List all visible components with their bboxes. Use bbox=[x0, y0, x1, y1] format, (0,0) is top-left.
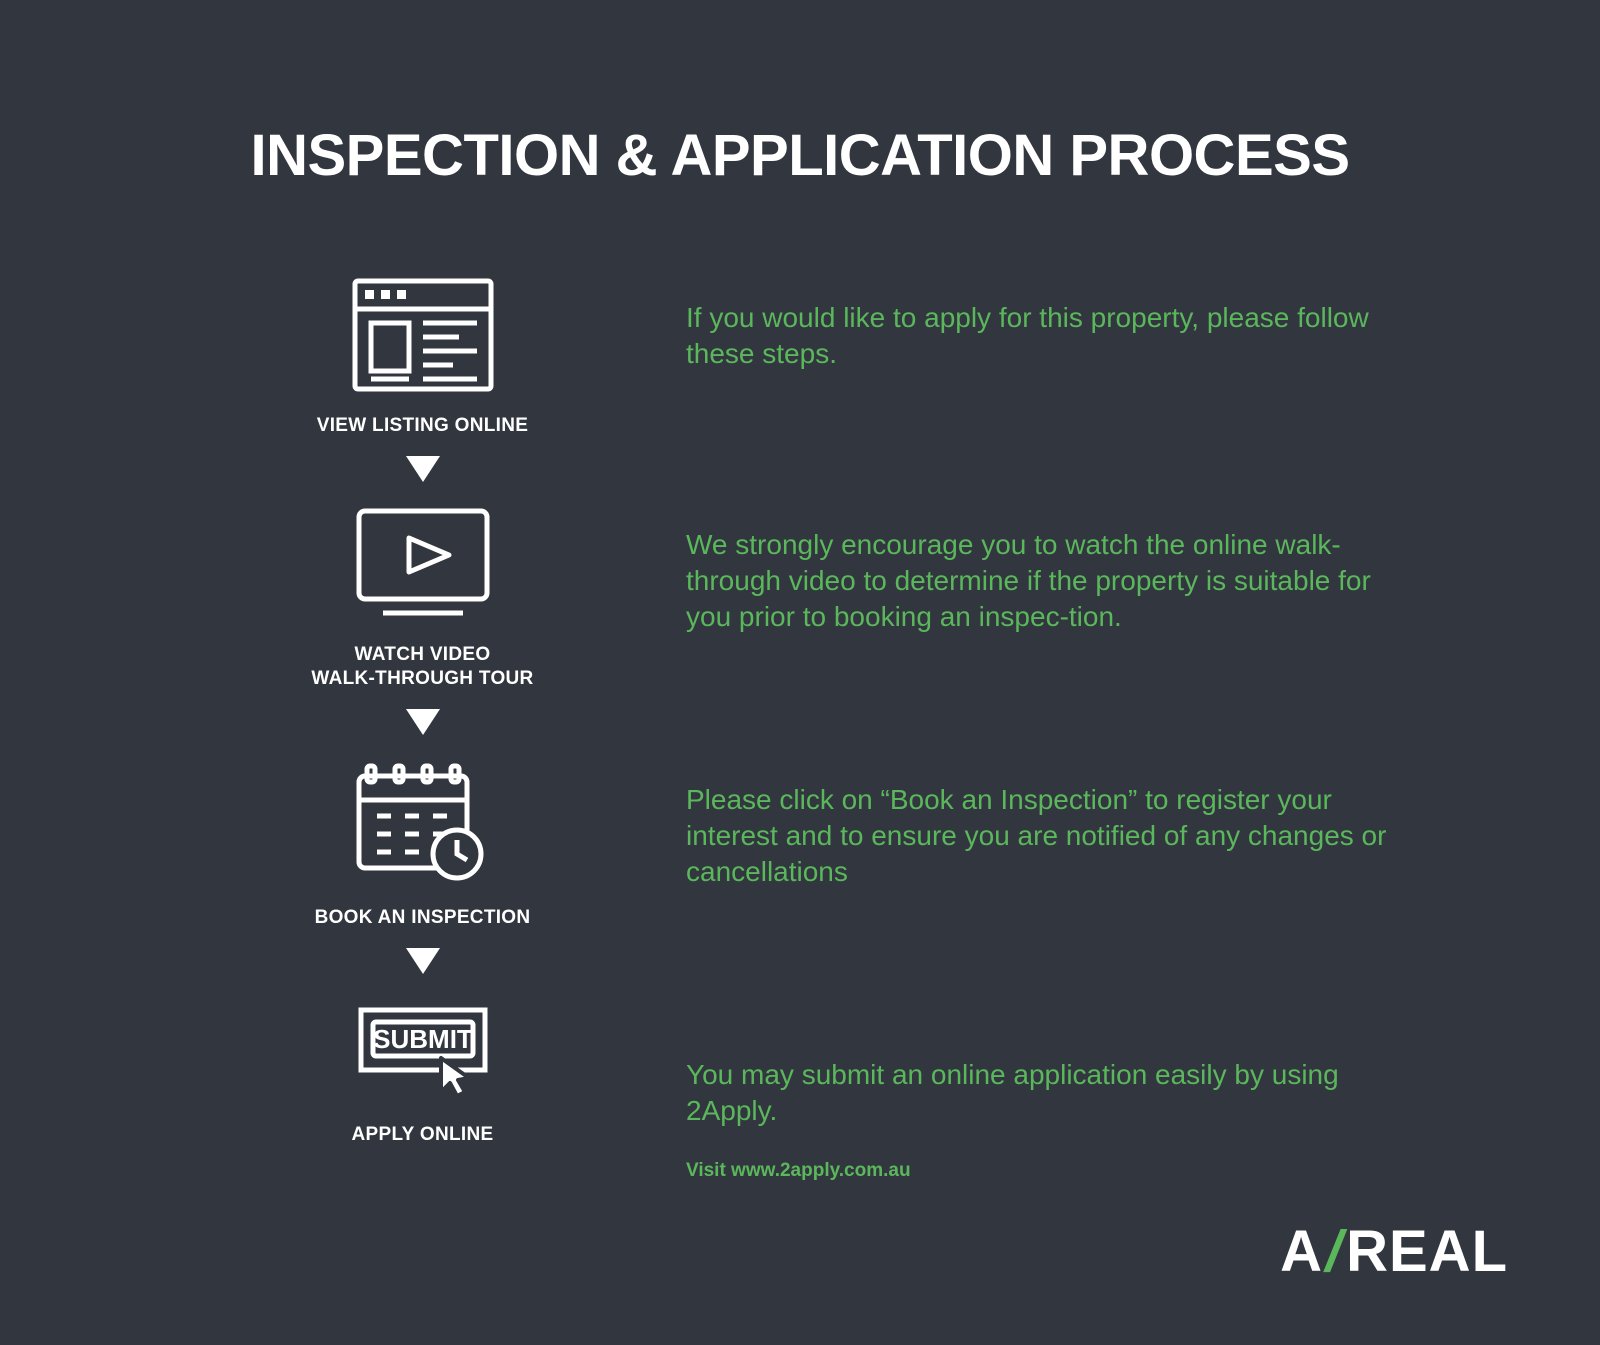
flow-arrow-2 bbox=[300, 692, 545, 752]
page-title: INSPECTION & APPLICATION PROCESS bbox=[250, 123, 1350, 188]
step-label-view-listing: VIEW LISTING ONLINE bbox=[316, 415, 529, 436]
flow-arrow-3 bbox=[300, 931, 545, 991]
step-label-watch-video bbox=[300, 643, 545, 692]
step-description-4: You may submit an online application easily by using 2Apply. bbox=[686, 1059, 1339, 1126]
step-label-apply-online: APPLY ONLINE bbox=[351, 1123, 494, 1145]
step-view-listing bbox=[300, 270, 545, 439]
submit-button-cursor-icon bbox=[300, 991, 545, 1101]
flow-arrow-1 bbox=[300, 439, 545, 499]
step-description-3: Please click on “Book an Inspection” to register your interest and to ensure you are notified of any changes or cancellations bbox=[686, 784, 1387, 887]
step-watch-video bbox=[300, 499, 545, 692]
steps-flow bbox=[300, 270, 545, 1147]
step-description-2: We strongly encourage you to watch the online walk-through video to determine if the property is suitable for you prior to booking an inspec-tion. bbox=[686, 529, 1371, 632]
svg-text:SUBMIT: SUBMIT bbox=[372, 1023, 473, 1054]
logo-slash: / bbox=[1320, 1219, 1352, 1284]
listing-window-icon bbox=[300, 270, 545, 400]
step-label-book-inspection: BOOK AN INSPECTION bbox=[314, 907, 531, 929]
visit-link-text[interactable]: Visit www.2apply.com.au bbox=[686, 1160, 911, 1181]
step-label-watch-video-line1: WATCH VIDEO bbox=[354, 643, 491, 665]
video-play-screen-icon bbox=[300, 499, 545, 629]
calendar-clock-icon bbox=[300, 752, 545, 892]
step-description-1: If you would like to apply for this property, please follow these steps. bbox=[686, 302, 1369, 369]
step-book-inspection bbox=[300, 752, 545, 931]
logo-word-real: REAL bbox=[1346, 1219, 1508, 1284]
logo-letter-a: A bbox=[1280, 1219, 1323, 1284]
step-label-watch-video-line2: WALK-THROUGH TOUR bbox=[311, 668, 534, 690]
brand-logo bbox=[1280, 1218, 1508, 1285]
step-apply-online bbox=[300, 991, 545, 1148]
